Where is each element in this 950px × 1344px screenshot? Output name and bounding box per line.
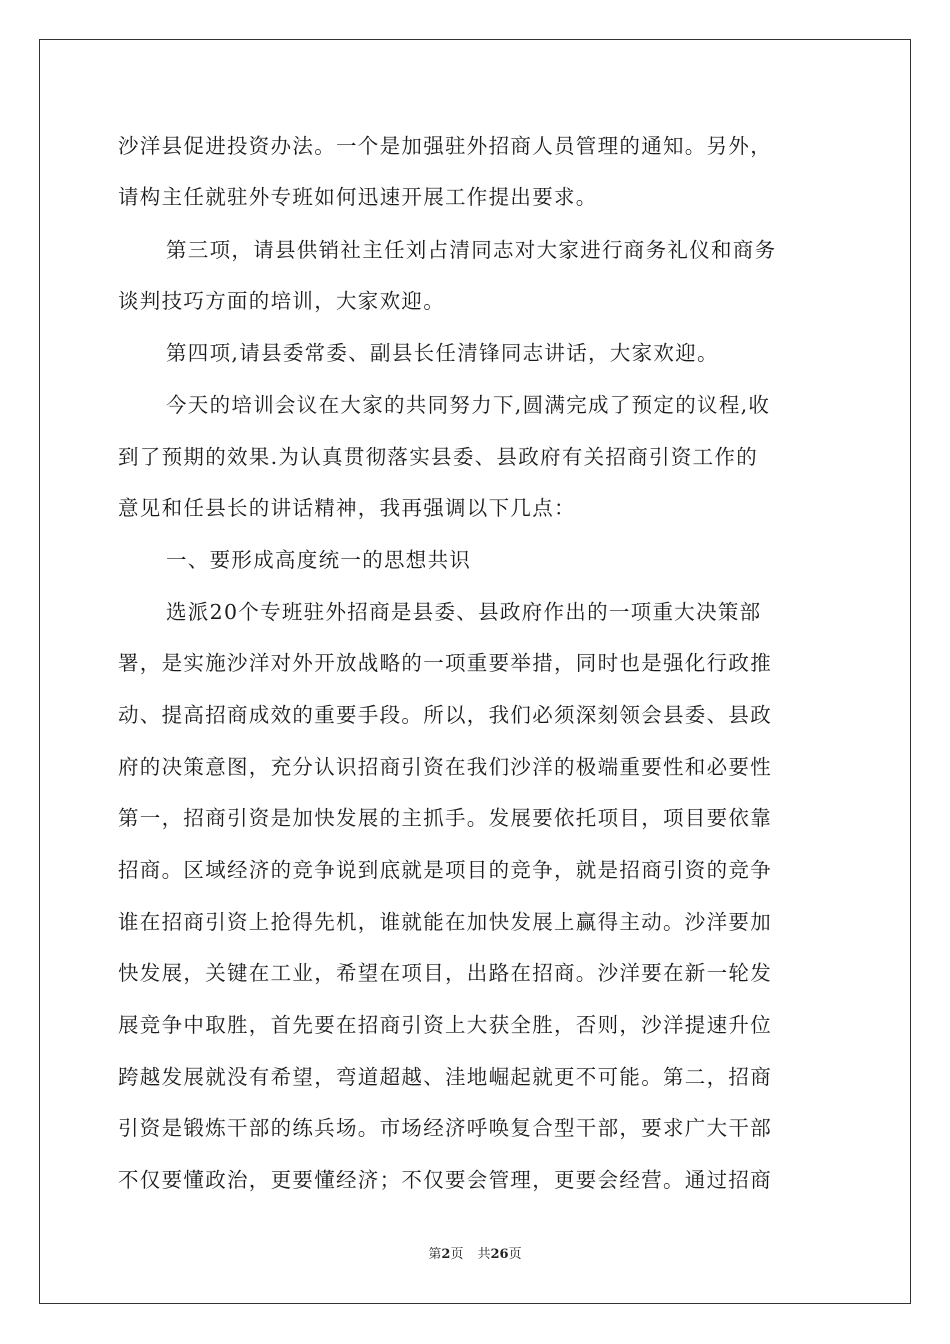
text-line-11: 署，是实施沙洋对外开放战略的一项重要举措，同时也是强化行政推 [118, 651, 772, 675]
text-line-13: 府的决策意图，充分认识招商引资在我们沙洋的极端重要性和必要性 [118, 755, 772, 779]
section-heading: 一、要形成高度统一的思想共识 [166, 548, 472, 572]
text-line-8: 意见和任县长的讲话精神，我再强调以下几点： [118, 496, 576, 520]
page-prefix: 第 [428, 1247, 442, 1262]
total-suffix: 页 [508, 1247, 522, 1262]
total-prefix: 共 [477, 1247, 491, 1262]
text-line-12: 动、提高招商成效的重要手段。所以，我们必须深刻领会县委、县政 [118, 703, 772, 727]
text-line-5: 第四项,请县委常委、副县长任清锋同志讲话，大家欢迎。 [166, 341, 719, 365]
text-line-3: 第三项，请县供销社主任刘占清同志对大家进行商务礼仪和商务 [166, 238, 777, 262]
text-line-19: 跨越发展就没有希望，弯道超越、洼地崛起就更不可能。第二，招商 [118, 1065, 772, 1089]
text-line-2: 请构主任就驻外专班如何迅速开展工作提出要求。 [118, 185, 598, 209]
text-line-10: 选派20个专班驻外招商是县委、县政府作出的一项重大决策部 [166, 600, 762, 624]
text-line-7: 到了预期的效果.为认真贯彻落实县委、县政府有关招商引资工作的 [118, 445, 759, 469]
page-suffix: 页 [450, 1247, 464, 1262]
text-line-16: 谁在招商引资上抢得先机，谁就能在加快发展上赢得主动。沙洋要加 [118, 910, 772, 934]
page-total: 26 [490, 1247, 509, 1262]
text-line-14: 第一，招商引资是加快发展的主抓手。发展要依托项目，项目要依靠 [118, 806, 772, 830]
text-line-4: 谈判技巧方面的培训，大家欢迎。 [118, 289, 445, 313]
text-line-15: 招商。区域经济的竞争说到底就是项目的竞争，就是招商引资的竞争 [118, 858, 772, 882]
page-footer [0, 1246, 950, 1264]
text-line-18: 展竞争中取胜，首先要在招商引资上大获全胜，否则，沙洋提速升位 [118, 1013, 772, 1037]
page-current: 2 [441, 1247, 451, 1262]
text-line-20: 引资是锻炼干部的练兵场。市场经济呼唤复合型干部，要求广大干部 [118, 1116, 772, 1140]
text-line-6: 今天的培训会议在大家的共同努力下,圆满完成了预定的议程,收 [166, 393, 771, 417]
text-line-21: 不仅要懂政治，更要懂经济；不仅要会管理，更要会经营。通过招商 [118, 1168, 772, 1192]
text-line-1: 沙洋县促进投资办法。一个是加强驻外招商人员管理的通知。另外， [118, 134, 772, 158]
text-line-17: 快发展，关键在工业，希望在项目，出路在招商。沙洋要在新一轮发 [118, 961, 772, 985]
